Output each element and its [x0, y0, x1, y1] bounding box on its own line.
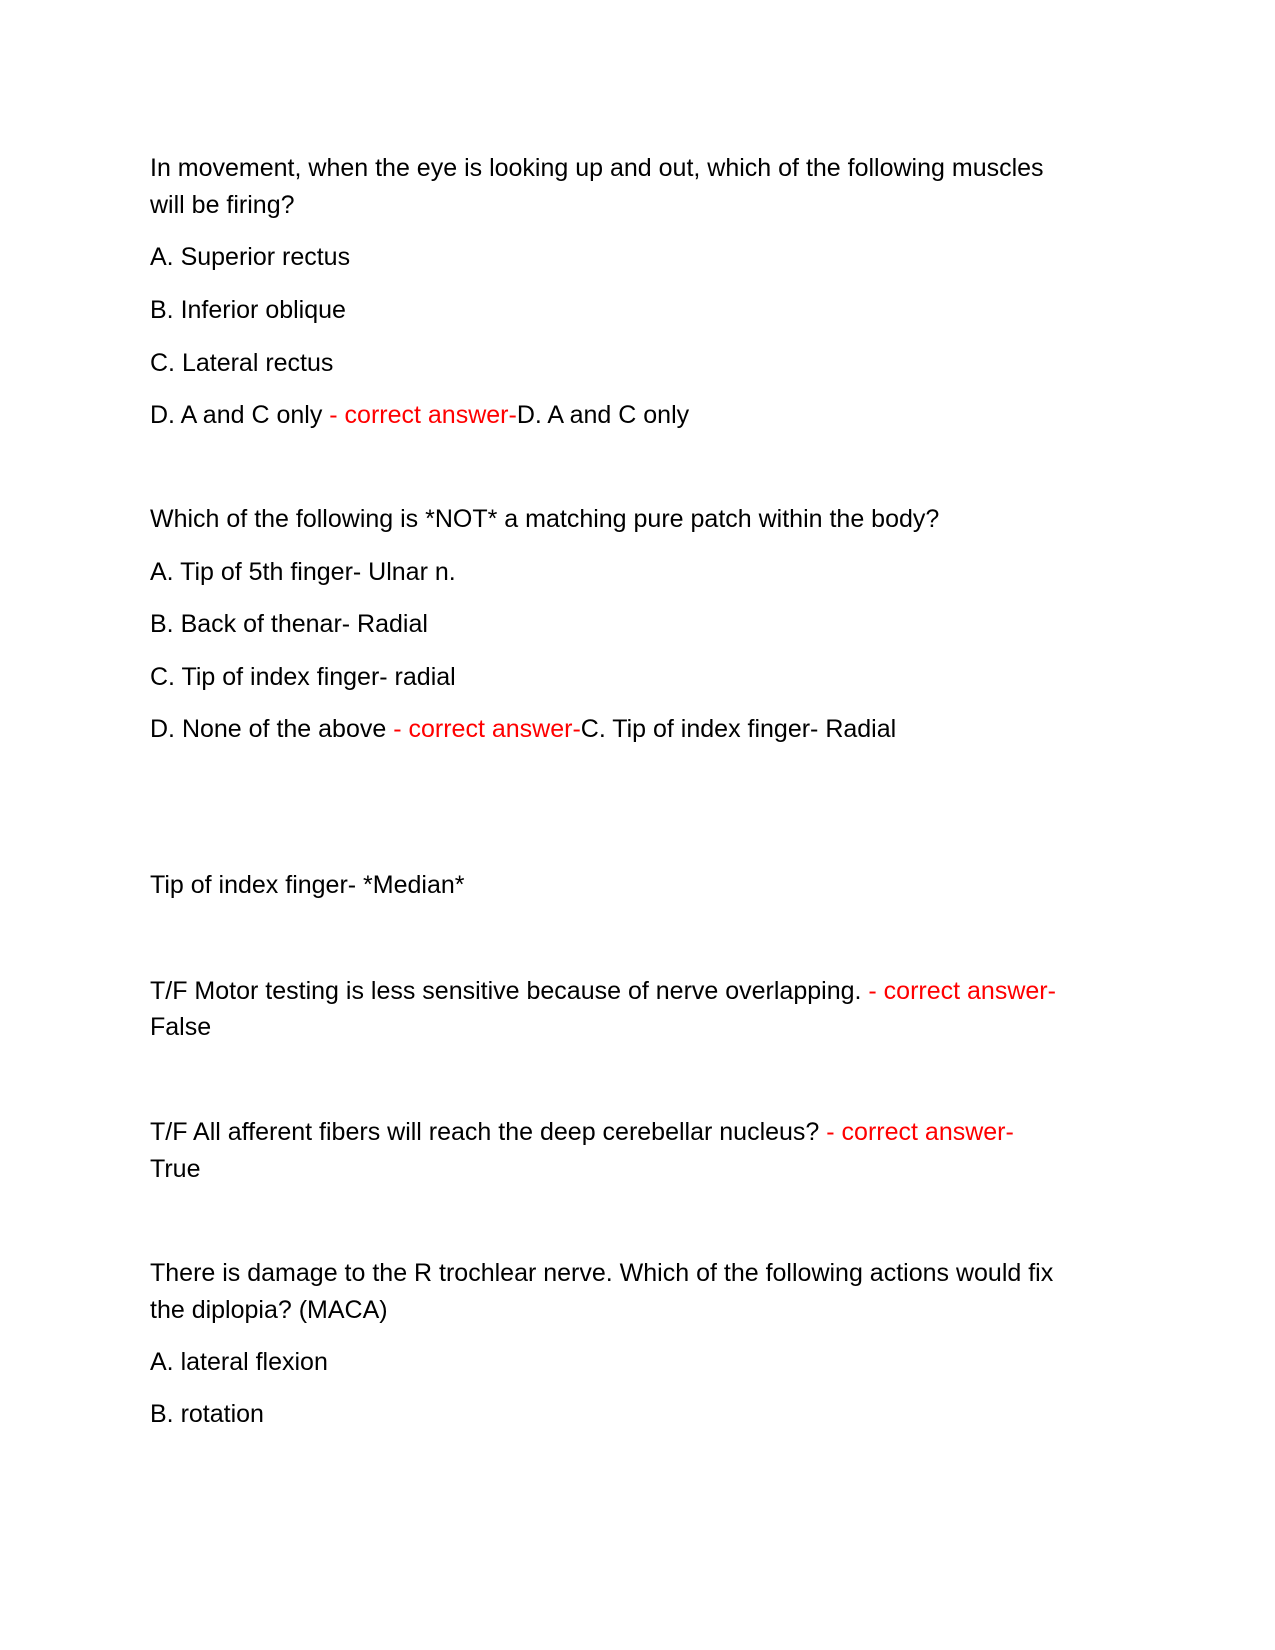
q2-option-d: D. None of the above: [150, 715, 387, 743]
q1-option-d: D. A and C only: [150, 401, 323, 429]
q2-note: Tip of index finger- *Median*: [150, 871, 465, 899]
q4-prompt: T/F All afferent fibers will reach the deep cerebellar nucleus?: [150, 1118, 820, 1146]
q4-answer: True: [150, 1155, 201, 1183]
q1-option-a: A. Superior rectus: [150, 243, 351, 271]
q1-prompt-line2: will be firing?: [150, 191, 295, 219]
correct-answer-marker: - correct answer-: [322, 401, 517, 429]
q2-option-c: C. Tip of index finger- radial: [150, 663, 456, 691]
q3-prompt-line: [150, 972, 1130, 1010]
q1-answer: D. A and C only: [516, 401, 690, 429]
q5-option-b: B. rotation: [150, 1400, 264, 1428]
q2-prompt: Which of the following is *NOT* a matching pure patch within the body?: [150, 505, 940, 533]
q1-option-b: B. Inferior oblique: [150, 296, 346, 324]
q2-option-b: B. Back of thenar- Radial: [150, 610, 428, 638]
q5-option-a: A. lateral flexion: [150, 1348, 328, 1376]
q1-prompt-line1: In movement, when the eye is looking up and out, which of the following muscles: [150, 154, 1044, 182]
q3-prompt: T/F Motor testing is less sensitive because of nerve overlapping.: [150, 977, 862, 1005]
q3-answer: False: [150, 1013, 212, 1041]
q5-prompt-line1: There is damage to the R trochlear nerve. Which of the following actions would fix: [150, 1259, 1054, 1287]
q1-option-d-line: [150, 396, 1130, 434]
q2-answer: C. Tip of index finger- Radial: [580, 715, 897, 743]
correct-answer-marker: - correct answer-: [819, 1118, 1014, 1146]
q5-prompt-line2: the diplopia? (MACA): [150, 1296, 388, 1324]
q1-option-c: C. Lateral rectus: [150, 349, 334, 377]
correct-answer-marker: - correct answer-: [861, 977, 1056, 1005]
q2-option-a: A. Tip of 5th finger- Ulnar n.: [150, 558, 456, 586]
correct-answer-marker: - correct answer-: [386, 715, 581, 743]
q2-option-d-line: [150, 710, 1130, 748]
q4-prompt-line: [150, 1113, 1130, 1151]
